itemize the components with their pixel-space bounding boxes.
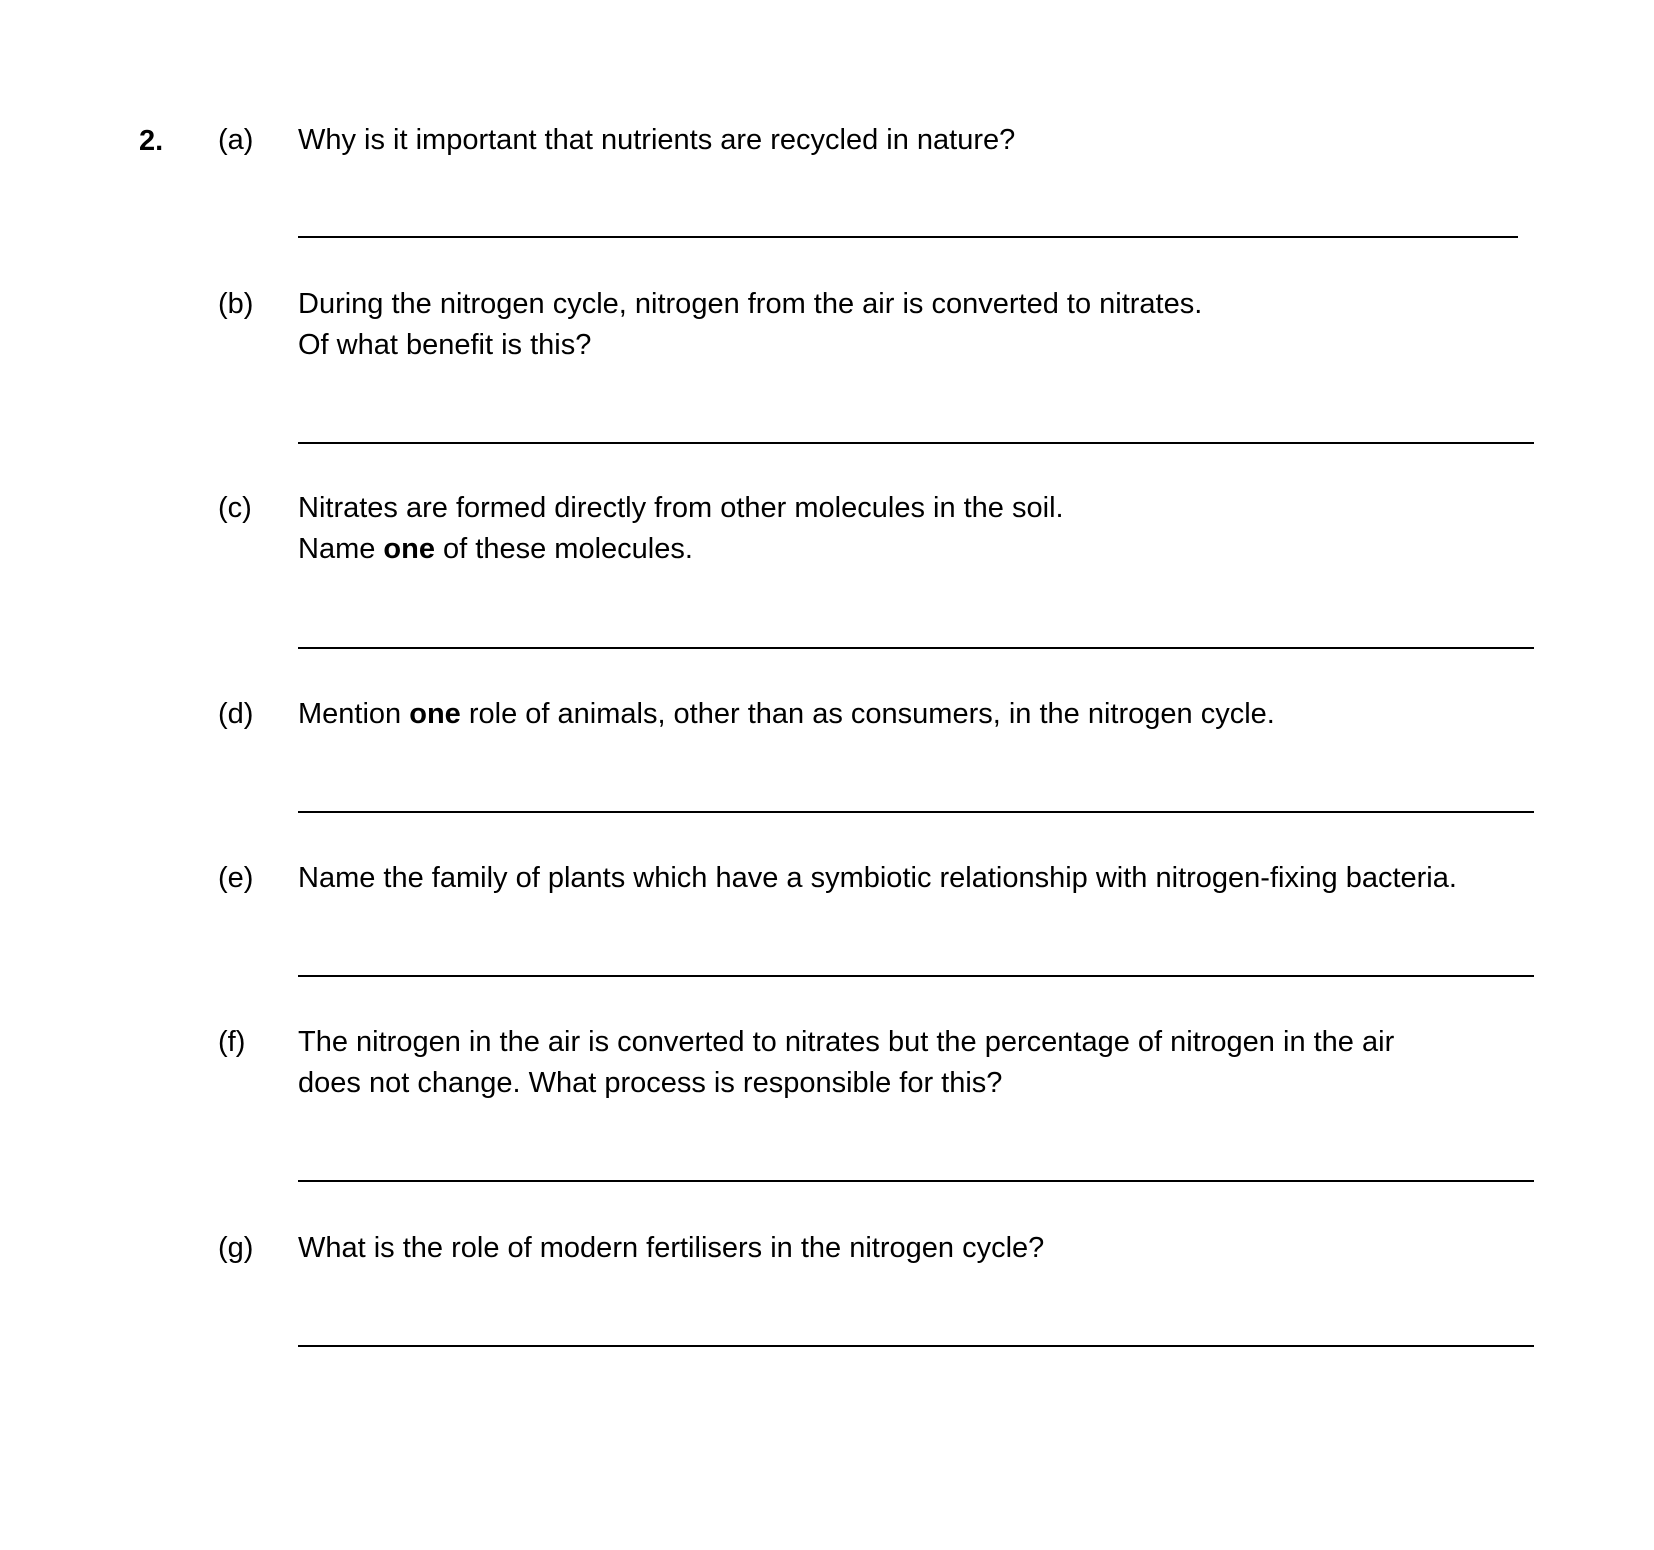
question-line: Why is it important that nutrients are recycled in nature?	[298, 124, 1016, 156]
part-question	[298, 284, 1598, 366]
answer-line-f[interactable]	[298, 1180, 1534, 1182]
question-line: does not change. What process is responsible for this?	[298, 1067, 1003, 1099]
part-question	[298, 1022, 1598, 1104]
part-label: (f)	[218, 1026, 246, 1058]
part-label: (d)	[218, 698, 254, 730]
question-number: 2.	[139, 125, 164, 157]
text-before: Mention	[298, 698, 410, 730]
part-label: (b)	[218, 288, 254, 320]
part-question	[298, 1228, 1598, 1269]
question-line: The nitrogen in the air is converted to nitrates but the percentage of nitrogen in the air	[298, 1026, 1395, 1058]
answer-line-g[interactable]	[298, 1345, 1534, 1347]
emphasis-word: one	[409, 698, 461, 730]
part-question	[298, 488, 1598, 570]
part-label: (g)	[218, 1232, 254, 1264]
emphasis-word: one	[383, 533, 435, 565]
question-line: Of what benefit is this?	[298, 329, 592, 361]
part-question	[298, 858, 1598, 899]
part-question	[298, 120, 1598, 161]
part-question	[298, 694, 1598, 735]
question-line: Name the family of plants which have a symbiotic relationship with nitrogen-fixing bacteria.	[298, 862, 1457, 894]
answer-line-c[interactable]	[298, 647, 1534, 649]
question-line: During the nitrogen cycle, nitrogen from the air is converted to nitrates.	[298, 288, 1203, 320]
question-line	[298, 694, 1598, 735]
answer-line-b[interactable]	[298, 442, 1534, 444]
answer-line-e[interactable]	[298, 975, 1534, 977]
text-before: Name	[298, 533, 384, 565]
answer-line-a[interactable]	[298, 236, 1518, 238]
question-line	[298, 529, 1598, 570]
part-label: (a)	[218, 124, 254, 156]
question-line: What is the role of modern fertilisers in the nitrogen cycle?	[298, 1232, 1045, 1264]
answer-line-d[interactable]	[298, 811, 1534, 813]
text-after: role of animals, other than as consumers, in the nitrogen cycle.	[460, 698, 1275, 730]
part-label: (e)	[218, 862, 254, 894]
part-label: (c)	[218, 492, 252, 524]
text-after: of these molecules.	[434, 533, 693, 565]
question-line: Nitrates are formed directly from other molecules in the soil.	[298, 492, 1064, 524]
